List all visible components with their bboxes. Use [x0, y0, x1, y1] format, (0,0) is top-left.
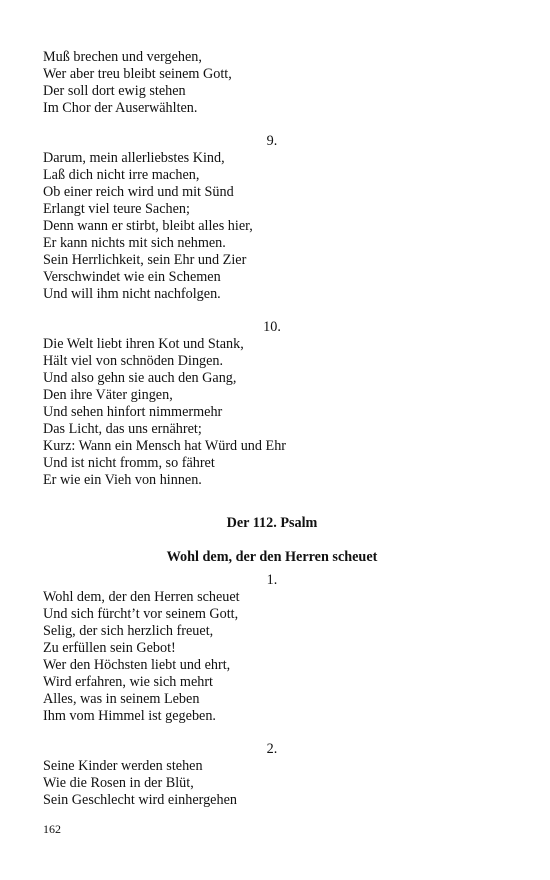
- verse-line: Das Licht, das uns ernähret;: [43, 421, 202, 437]
- verse-line: Denn wann er stirbt, bleibt alles hier,: [43, 218, 253, 234]
- verse-line: Er wie ein Vieh von hinnen.: [43, 472, 202, 488]
- stanza-2: [43, 741, 483, 809]
- stanza-continued: [43, 49, 483, 117]
- stanza-9: [43, 133, 483, 303]
- verse-line: Sein Geschlecht wird einhergehen: [43, 792, 237, 808]
- verse-line: Wohl dem, der den Herren scheuet: [43, 589, 240, 605]
- verse-line: Kurz: Wann ein Mensch hat Würd und Ehr: [43, 438, 287, 454]
- verse-line: Seine Kinder werden stehen: [43, 758, 203, 774]
- verse-line: Alles, was in seinem Leben: [43, 691, 200, 707]
- verse-line: Verschwindet wie ein Schemen: [43, 269, 221, 285]
- verse-line: Wird erfahren, wie sich mehrt: [43, 674, 214, 690]
- verse-line: Zu erfüllen sein Gebot!: [43, 640, 176, 656]
- verse-line: Darum, mein allerliebstes Kind,: [43, 150, 225, 166]
- stanza-gap: [43, 117, 483, 133]
- stanza-number: 9.: [266, 133, 278, 149]
- verse-line: Und ist nicht fromm, so fähret: [43, 455, 215, 471]
- psalm-title: Der 112. Psalm: [226, 515, 318, 531]
- stanza-number: 10.: [263, 319, 281, 335]
- verse-line: Und sich fürcht’t vor seinem Gott,: [43, 606, 239, 622]
- psalm-subtitle: Wohl dem, der den Herren scheuet: [166, 549, 378, 565]
- verse-line: Im Chor der Auserwählten.: [43, 100, 198, 116]
- verse-line: Sein Herrlichkeit, sein Ehr und Zier: [43, 252, 247, 268]
- verse-line: Den ihre Väter gingen,: [43, 387, 173, 403]
- verse-line: Erlangt viel teure Sachen;: [43, 201, 190, 217]
- heading-gap: [43, 532, 483, 549]
- stanza-number: 1.: [266, 572, 278, 588]
- page-body: [43, 49, 483, 809]
- page-number: 162: [43, 822, 61, 836]
- verse-line: Er kann nichts mit sich nehmen.: [43, 235, 226, 251]
- verse-line: Ihm vom Himmel ist gegeben.: [43, 708, 216, 724]
- stanza-number: 2.: [266, 741, 278, 757]
- verse-line: Laß dich nicht irre machen,: [43, 167, 200, 183]
- verse-line: Selig, der sich herzlich freuet,: [43, 623, 214, 639]
- stanza-1: [43, 572, 483, 725]
- verse-line: Muß brechen und vergehen,: [43, 49, 202, 65]
- verse-line: Die Welt liebt ihren Kot und Stank,: [43, 336, 244, 352]
- verse-line: Und also gehn sie auch den Gang,: [43, 370, 237, 386]
- verse-line: Ob einer reich wird und mit Sünd: [43, 184, 234, 200]
- section-gap: [43, 489, 483, 515]
- verse-line: Und will ihm nicht nachfolgen.: [43, 286, 221, 302]
- verse-line: Hält viel von schnöden Dingen.: [43, 353, 224, 369]
- verse-line: Der soll dort ewig stehen: [43, 83, 186, 99]
- stanza-gap: [43, 725, 483, 741]
- verse-line: Wer den Höchsten liebt und ehrt,: [43, 657, 231, 673]
- verse-line: Und sehen hinfort nimmermehr: [43, 404, 223, 420]
- verse-line: Wie die Rosen in der Blüt,: [43, 775, 194, 791]
- stanza-gap: [43, 303, 483, 319]
- stanza-10: [43, 319, 483, 489]
- verse-line: Wer aber treu bleibt seinem Gott,: [43, 66, 232, 82]
